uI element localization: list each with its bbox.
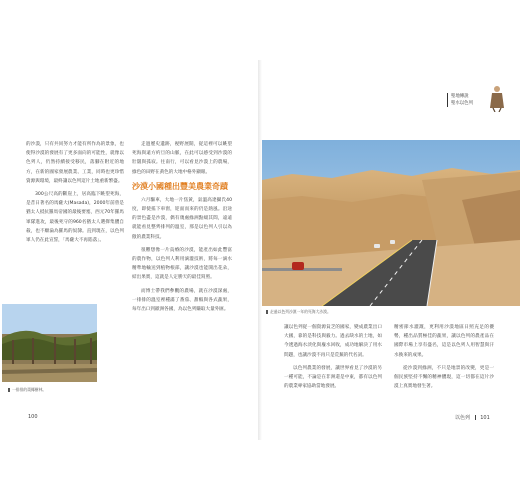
page-number-right: 101 [480,415,490,421]
right-column-2 [394,323,494,395]
palm-grove-photo [2,304,97,382]
right-col2-paragraph: 從沙漠到綠洲，不只是地景的改變，更是一個民族堅持不懈的精神體現，這一切都在這片沙漠上真實地發生著。 [394,365,494,390]
left-photo-caption-text: 一排排的棗椰樹林。 [12,387,47,392]
right-col2-paragraph: 精密節水灌溉，更利用沙漠地區日照充足的優勢，種出品質極佳的蔬果，讓以色列的農產品在國際市場上享有盛名，這是以色列人用智慧與汗水換來的成果。 [394,325,494,358]
footer-divider [475,415,476,420]
right-col1-paragraph: 以色列農業的發展，讓世界看見了沙漠的另一種可能，不論是在非洲還是中東，都有以色列的農業專家協助當地發展。 [284,365,382,390]
page-number-left: 100 [28,414,38,420]
left-col1-paragraph: 的沙漠，只有共同努力才能有所作為的景象，也使得沙漠的發展有了更多面向的可能性，就像以色列人，仍然持續接受移民，落腳在附近的地方，在新的國家發展農業、工業，同時也更珍惜資源與環境，最終讓以色列這片土地重新繁盛。 [26,142,124,184]
desert-road-photo [262,140,520,306]
left-col2-paragraph: 六月驅車，大地一片焦黃，氣溫高達攝氏40度，即使搖下車窗，迎面而來的仍是熱風。沿途的景色盡是沙漠，偶有幾處綠洲點綴其間，遠遠就能看見整齊排列的溫室，那是以色列人引以為傲的農業科技。 [132,197,232,240]
left-col2-paragraph: 走過歷史遺跡，視野展開，從這裡可以眺望死海與遠方約旦的山脈，在此可以感受到沙漠的壯闊與孤寂。往南行，可以看見沙漠上的農場，綠色的田野在黃色的大地中格外顯眼。 [132,142,232,175]
left-col2-paragraph: 而博士帶我們參觀的農場，就在沙漠深處，一排排的溫室裡種滿了番茄、甜椒與各式蔬果，每年出口到歐洲各國，為以色列賺取大量外匯。 [132,288,232,313]
right-photo-caption [266,309,331,314]
left-col2-paragraph: 很難想像一片貧瘠的沙漠，能產出如此豐富的農作物，以色列人利用滴灌技術，將每一滴水精準地輸送到植物根部，讓沙漠也能開出花朵，結出果實，這就是人定勝天的最佳寫照。 [132,247,232,281]
left-column-2 [132,140,232,318]
left-photo-caption [8,387,46,392]
right-col1-paragraph: 讓以色列從一個資源貧乏的國家，變成農業出口大國，靠的是科技與毅力。過去缺水的土地，如今透過海水淡化與廢水回收，成功地解決了用水問題，也讓沙漠不再只是荒蕪的代名詞。 [284,325,382,358]
caption-marker [266,310,268,314]
left-column-1 [26,140,124,249]
section-tab-line1: 聖地傳說 [451,94,469,99]
section-tab [447,93,489,107]
section-heading: 沙漠小國種出豐美農業奇蹟 [132,181,228,191]
page-footer [455,414,490,421]
left-col1-paragraph: 300公尺高的斷崖上，居高臨下眺望死海，是昔日著名的馬薩大(Masada)，2000年前曾是猶太人抵抗羅馬帝國的最後要塞，西元70年羅馬軍隊進攻，最後死守的960名猶太人選擇集體自殺，也不願淪為羅馬的奴隸。直到現在，以色列軍人仍在此宣誓，「馬薩大不再陷落」。 [26,192,124,244]
book-title-footer: 以色列 [455,415,471,421]
section-tab-line2: 聖水以色列 [451,101,473,106]
right-photo-caption-text: 走過以色列沙漠一年的死海大沙漠。 [270,309,331,314]
right-column-1 [284,323,382,395]
left-page [0,0,258,500]
figure-illustration [487,84,507,112]
caption-marker [8,388,10,392]
